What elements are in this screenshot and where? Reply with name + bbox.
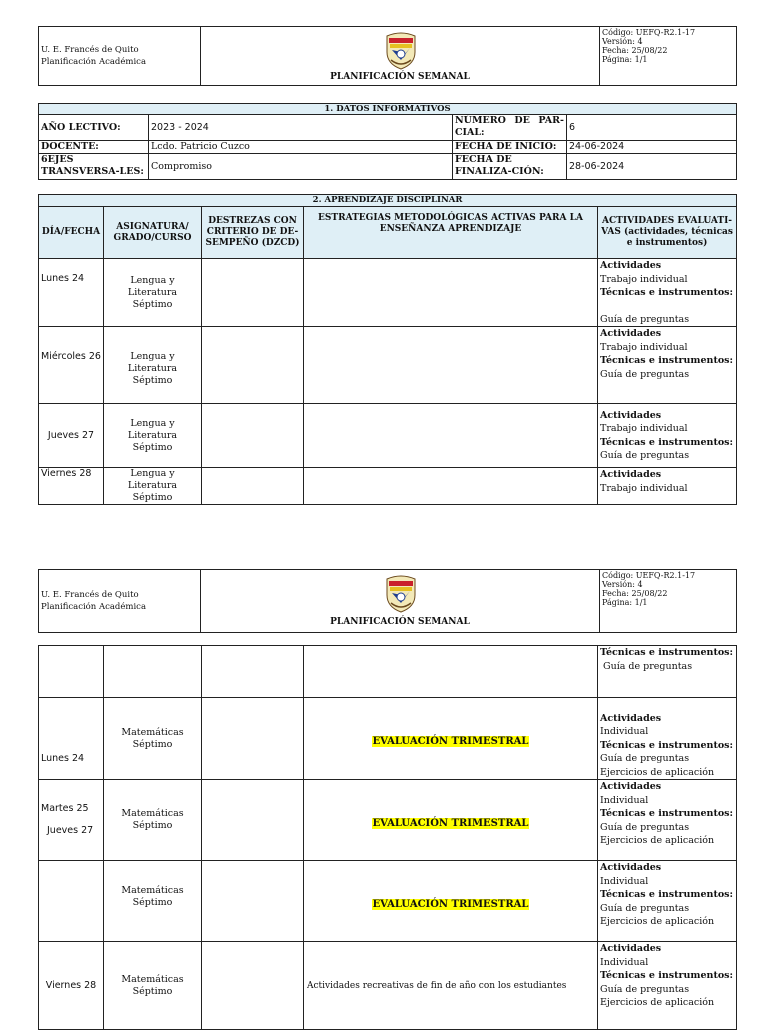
row-destrezas bbox=[202, 780, 304, 861]
row-estrategias bbox=[304, 780, 598, 861]
instrumento-item: Guía de preguntas bbox=[600, 368, 690, 380]
row-estrategias bbox=[304, 404, 598, 468]
department-name: Planificación Académica bbox=[41, 602, 147, 612]
fin-value: 28-06-2024 bbox=[567, 154, 737, 180]
tecnicas-heading: Técnicas e instrumentos: bbox=[600, 889, 734, 900]
actividad-item: Individual bbox=[600, 875, 649, 887]
doc-date: Fecha: 25/08/22 bbox=[602, 589, 668, 598]
school-crest-icon bbox=[381, 573, 421, 613]
table-row bbox=[39, 327, 737, 404]
col-asignatura: ASIGNATURA/ GRADO/CURSO bbox=[104, 207, 202, 259]
doc-code: Código: UEFQ-R2.1-17 bbox=[602, 28, 696, 37]
docente-value: Lcdo. Patricio Cuzco bbox=[149, 141, 453, 154]
instrumento-item: Guía de preguntas bbox=[600, 450, 690, 461]
tecnicas-heading: Técnicas e instrumentos: bbox=[600, 739, 734, 751]
doc-version: Versión: 4 bbox=[602, 580, 643, 589]
row-destrezas bbox=[202, 327, 304, 404]
actividades-heading: Actividades bbox=[600, 328, 662, 339]
doc-date: Fecha: 25/08/22 bbox=[602, 46, 668, 55]
aprendizaje-table-page2 bbox=[38, 645, 737, 1030]
row-destrezas bbox=[202, 468, 304, 505]
grade-name: Séptimo bbox=[132, 298, 173, 310]
row-subject bbox=[104, 404, 202, 468]
row-actividades bbox=[598, 646, 737, 698]
school-name: U. E. Francés de Quito bbox=[41, 45, 139, 55]
row-destrezas bbox=[202, 259, 304, 327]
row-actividades bbox=[598, 698, 737, 780]
row-destrezas bbox=[202, 646, 304, 698]
table-row bbox=[39, 646, 737, 698]
grade-name: Séptimo bbox=[132, 738, 173, 750]
fin-label: FECHA DE FINALIZA-CIÓN: bbox=[453, 154, 567, 180]
row-actividades bbox=[598, 468, 737, 505]
table-row bbox=[39, 404, 737, 468]
actividades-heading: Actividades bbox=[600, 469, 662, 480]
actividades-heading: Actividades bbox=[600, 409, 662, 421]
actividades-heading: Actividades bbox=[600, 862, 662, 873]
row-destrezas bbox=[202, 698, 304, 780]
subject-name: Lengua y Literatura bbox=[127, 351, 178, 374]
col-actividades: ACTIVIDADES EVALUATI-VAS (actividades, técnicas e instrumentos) bbox=[598, 207, 737, 259]
col-estrategias: ESTRATEGIAS METODOLÓGICAS ACTIVAS PARA LA ENSEÑANZA APRENDIZAJE bbox=[304, 207, 598, 259]
school-name: U. E. Francés de Quito bbox=[41, 590, 139, 600]
grade-name: Séptimo bbox=[132, 375, 173, 386]
row-subject bbox=[104, 780, 202, 861]
tecnicas-heading: Técnicas e instrumentos: bbox=[600, 355, 734, 366]
row-actividades bbox=[598, 259, 737, 327]
doc-version: Versión: 4 bbox=[602, 37, 643, 46]
actividad-item: Trabajo individual bbox=[600, 423, 688, 434]
table-row bbox=[39, 942, 737, 1030]
parcial-value: 6 bbox=[567, 115, 737, 141]
department-name: Planificación Académica bbox=[41, 57, 147, 67]
row-day: Viernes 28 bbox=[39, 942, 104, 1030]
school-info bbox=[39, 27, 201, 86]
actividad-item: Individual bbox=[600, 726, 649, 737]
page-title: PLANIFICACIÓN SEMANAL bbox=[330, 617, 470, 627]
evaluacion-highlight: EVALUACIÓN TRIMESTRAL bbox=[372, 898, 529, 910]
doc-page: Página: 1/1 bbox=[602, 598, 648, 607]
row-estrategias bbox=[304, 259, 598, 327]
row-estrategias bbox=[304, 861, 598, 942]
tecnicas-heading: Técnicas e instrumentos: bbox=[600, 970, 734, 981]
doc-code: Código: UEFQ-R2.1-17 bbox=[602, 571, 696, 580]
row-actividades bbox=[598, 404, 737, 468]
grade-name: Séptimo bbox=[132, 897, 173, 908]
instrumento-item: Guía de preguntas bbox=[600, 902, 690, 914]
instrumento-item: Guía de preguntas bbox=[600, 821, 690, 833]
datos-section-title: 1. DATOS INFORMATIVOS bbox=[39, 104, 737, 115]
table-row bbox=[39, 861, 737, 942]
inicio-label: FECHA DE INICIO: bbox=[453, 141, 567, 154]
docente-label: DOCENTE: bbox=[39, 141, 149, 154]
row-subject bbox=[104, 942, 202, 1030]
page1-header bbox=[38, 26, 737, 86]
subject-name: Lengua y Literatura bbox=[127, 417, 178, 441]
row-subject bbox=[104, 327, 202, 404]
table-row bbox=[39, 468, 737, 505]
instrumento-item: Ejercicios de aplicación bbox=[600, 835, 715, 846]
datos-informativos-table bbox=[38, 103, 737, 180]
grade-name: Séptimo bbox=[132, 492, 173, 503]
row-day: Miércoles 26 bbox=[39, 327, 104, 404]
instrumento-item: Ejercicios de aplicación bbox=[600, 916, 715, 927]
subject-name: Matemáticas bbox=[121, 885, 184, 896]
table-row bbox=[39, 780, 737, 861]
row-subject bbox=[104, 468, 202, 505]
school-crest-icon bbox=[381, 30, 421, 70]
row-day: Viernes 28 bbox=[39, 468, 104, 505]
instrumento-item: Guía de preguntas bbox=[600, 983, 690, 995]
actividad-item: Trabajo individual bbox=[600, 273, 688, 285]
row-estrategias: Actividades recreativas de fin de año con los estudiantes bbox=[304, 942, 598, 1030]
aprendizaje-section-title: 2. APRENDIZAJE DISCIPLINAR bbox=[39, 195, 737, 207]
row-day bbox=[39, 861, 104, 942]
aprendizaje-table-page1 bbox=[38, 194, 737, 505]
actividades-heading: Actividades bbox=[600, 781, 662, 792]
col-dia-fecha: DÍA/FECHA bbox=[39, 207, 104, 259]
anio-value: 2023 - 2024 bbox=[149, 115, 453, 141]
parcial-label: NÚMERO DE PAR-CIAL: bbox=[453, 115, 567, 141]
row-subject bbox=[104, 861, 202, 942]
ejes-label: 6EJES TRANSVERSA-LES: bbox=[39, 154, 149, 180]
row-subject bbox=[104, 698, 202, 780]
instrumento-item: Ejercicios de aplicación bbox=[600, 997, 715, 1008]
grade-name: Séptimo bbox=[132, 985, 173, 997]
row-actividades bbox=[598, 861, 737, 942]
instrumento-item: Guía de preguntas bbox=[600, 313, 690, 325]
page2-header bbox=[38, 569, 737, 633]
row-day: Lunes 24 bbox=[39, 259, 104, 327]
doc-meta bbox=[600, 27, 737, 86]
row-estrategias bbox=[304, 698, 598, 780]
row-estrategias bbox=[304, 468, 598, 505]
subject-name: Matemáticas bbox=[121, 808, 184, 819]
row-day: Lunes 24 bbox=[39, 698, 104, 780]
actividad-item: Individual bbox=[600, 794, 649, 806]
row-actividades bbox=[598, 780, 737, 861]
tecnicas-heading: Técnicas e instrumentos: bbox=[600, 436, 734, 448]
row-day bbox=[39, 646, 104, 698]
instrumento-item: Ejercicios de aplicación bbox=[600, 766, 715, 778]
day-label: Martes 25 bbox=[41, 803, 89, 814]
subject-name: Lengua y Literatura bbox=[127, 468, 178, 491]
table-row bbox=[39, 698, 737, 780]
subject-name: Lengua y Literatura bbox=[127, 274, 178, 298]
actividad-item: Individual bbox=[600, 956, 649, 968]
inicio-value: 24-06-2024 bbox=[567, 141, 737, 154]
evaluacion-highlight: EVALUACIÓN TRIMESTRAL bbox=[372, 736, 529, 747]
school-info bbox=[39, 570, 201, 633]
row-day bbox=[39, 780, 104, 861]
row-destrezas bbox=[202, 942, 304, 1030]
day-label-secondary: Jueves 27 bbox=[47, 825, 94, 836]
row-destrezas bbox=[202, 404, 304, 468]
anio-label: AÑO LECTIVO: bbox=[39, 115, 149, 141]
actividad-item: Trabajo individual bbox=[600, 341, 688, 353]
tecnicas-heading: Técnicas e instrumentos: bbox=[600, 647, 734, 658]
subject-name: Matemáticas bbox=[121, 726, 184, 738]
row-estrategias bbox=[304, 327, 598, 404]
title-cell bbox=[201, 27, 600, 86]
grade-name: Séptimo bbox=[132, 820, 173, 831]
actividades-heading: Actividades bbox=[600, 260, 662, 271]
evaluacion-highlight: EVALUACIÓN TRIMESTRAL bbox=[372, 817, 529, 829]
table-row bbox=[39, 259, 737, 327]
ejes-value: Compromiso bbox=[149, 154, 453, 180]
row-subject bbox=[104, 646, 202, 698]
actividades-heading: Actividades bbox=[600, 712, 662, 724]
subject-name: Matemáticas bbox=[121, 973, 184, 985]
instrumento-item: Guía de preguntas bbox=[600, 753, 690, 764]
row-actividades bbox=[598, 942, 737, 1030]
tecnicas-heading: Técnicas e instrumentos: bbox=[600, 808, 734, 819]
row-actividades bbox=[598, 327, 737, 404]
actividades-heading: Actividades bbox=[600, 943, 662, 954]
row-estrategias bbox=[304, 646, 598, 698]
row-destrezas bbox=[202, 861, 304, 942]
actividad-item: Trabajo individual bbox=[600, 482, 688, 494]
row-subject bbox=[104, 259, 202, 327]
instrumento-item: Guía de preguntas bbox=[603, 660, 693, 672]
grade-name: Séptimo bbox=[132, 441, 173, 453]
doc-page: Página: 1/1 bbox=[602, 55, 648, 64]
title-cell bbox=[201, 570, 600, 633]
tecnicas-heading: Técnicas e instrumentos: bbox=[600, 287, 734, 298]
col-destrezas: DESTREZAS CON CRITERIO DE DE-SEMPEÑO (DZCD) bbox=[202, 207, 304, 259]
row-day: Jueves 27 bbox=[39, 404, 104, 468]
doc-meta bbox=[600, 570, 737, 633]
page-title: PLANIFICACIÓN SEMANAL bbox=[330, 72, 470, 82]
